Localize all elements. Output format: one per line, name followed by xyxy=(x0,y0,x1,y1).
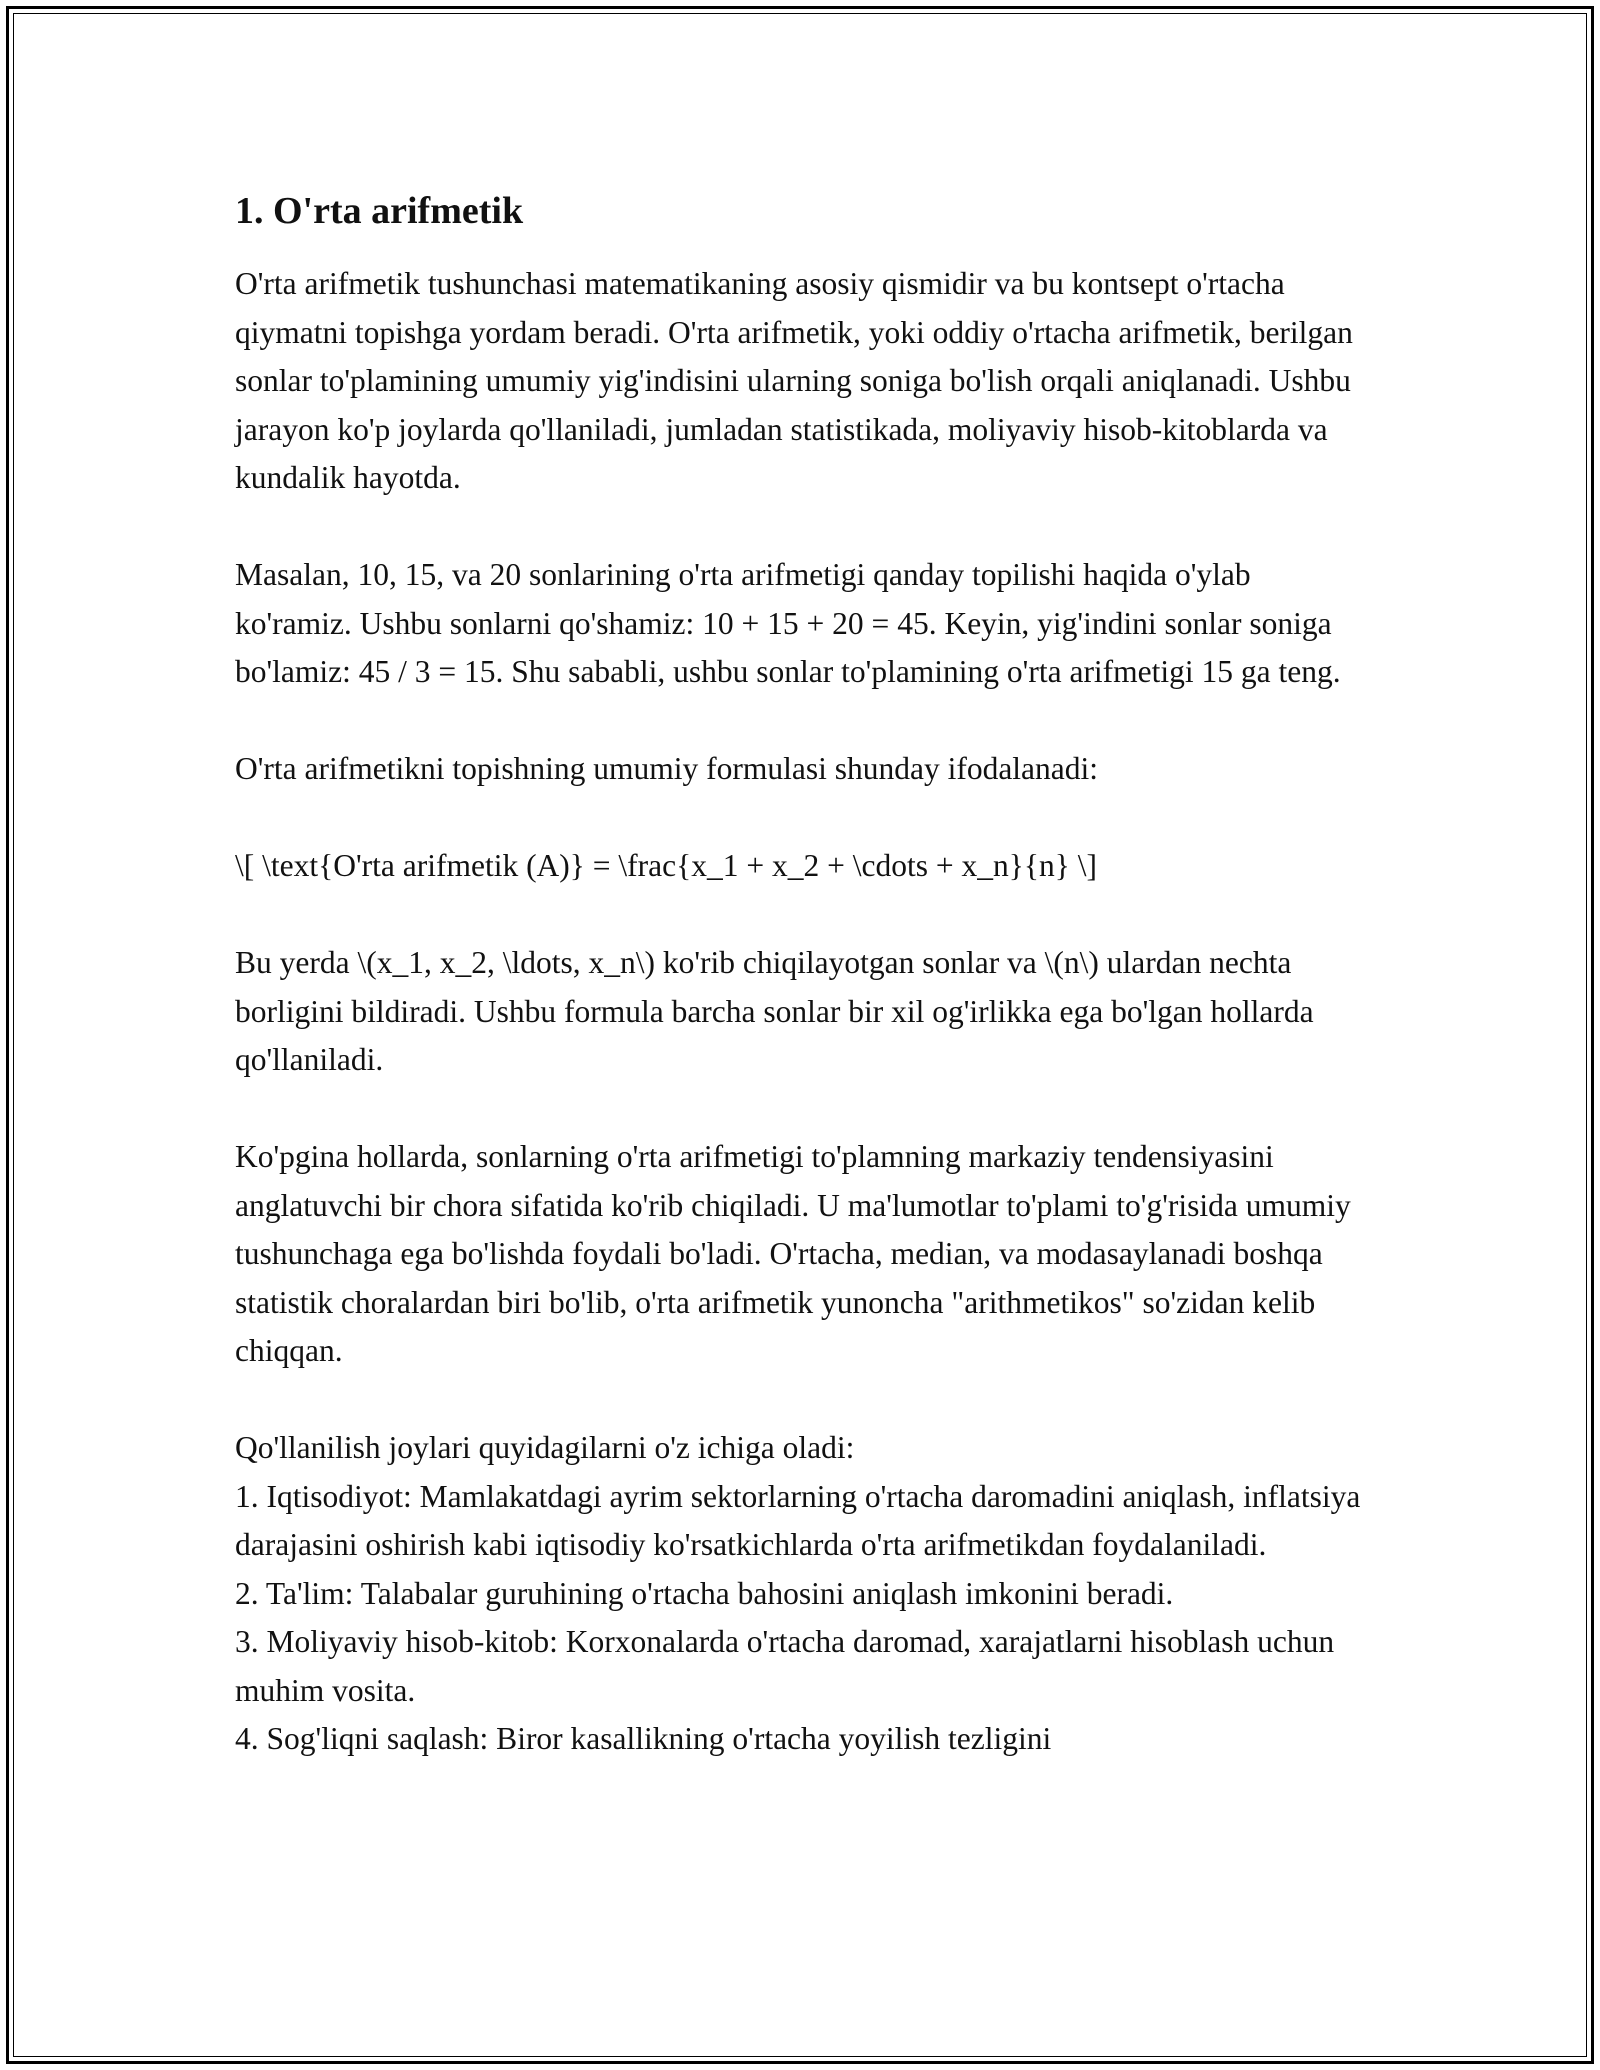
list-item: 4. Sog'liqni saqlash: Biror kasallikning o'rtacha yoyilish tezligini xyxy=(235,1721,1052,1756)
applications-list-intro: Qo'llanilish joylari quyidagilarni o'z ichiga oladi: xyxy=(235,1430,855,1465)
paragraph-example: Masalan, 10, 15, va 20 sonlarining o'rta arifmetigi qanday topilishi haqida o'ylab ko'ramiz. Ushbu sonlarni qo'shamiz: 10 + 15 + 20 = 45. Keyin, yig'indini sonlar soniga bo'lamiz: 45 / 3 = 15. Shu sababli, ushbu sonlar to'plamining o'rta arifmetigi 15 ga teng. xyxy=(235,557,1341,689)
section-heading: 1. O'rta arifmetik xyxy=(235,190,524,232)
paragraph-formula-explanation: Bu yerda \(x_1, x_2, \ldots, x_n\) ko'rib chiqilayotgan sonlar va \(n\) ulardan nechta borligini bildiradi. Ushbu formula barcha sonlar bir xil og'irlikka ega bo'lgan hollarda qo'llaniladi. xyxy=(235,945,1314,1077)
document-body xyxy=(235,186,1375,1764)
paragraph-central-tendency: Ko'pgina hollarda, sonlarning o'rta arifmetigi to'plamning markaziy tendensiyasini anglatuvchi bir chora sifatida ko'rib chiqiladi. U ma'lumotlar to'plami to'g'risida umumiy tushunchaga ega bo'lishda foydali bo'ladi. O'rtacha, median, va modasaylanadi boshqa statistik choralardan biri bo'lib, o'rta arifmetik yunoncha "arithmetikos" so'zidan kelib chiqqan. xyxy=(235,1139,1351,1368)
list-item: 2. Ta'lim: Talabalar guruhining o'rtacha bahosini aniqlash imkonini beradi. xyxy=(235,1575,1174,1611)
list-item: 3. Moliyaviy hisob-kitob: Korxonalarda o'rtacha daromad, xarajatlarni hisoblash uchun muhim vosita. xyxy=(235,1624,1335,1708)
paragraph-formula: \[ \text{O'rta arifmetik (A)} = \frac{x_1 + x_2 + \cdots + x_n}{n} \] xyxy=(235,848,1098,883)
list-item: 1. Iqtisodiyot: Mamlakatdagi ayrim sektorlarning o'rtacha daromadini aniqlash, inflatsiya darajasini oshirish kabi iqtisodiy ko'rsatkichlarda o'rta arifmetikdan foydalaniladi. xyxy=(235,1478,1361,1562)
applications-list xyxy=(235,1424,1375,1764)
paragraph-intro: O'rta arifmetik tushunchasi matematikaning asosiy qismidir va bu kontsept o'rtacha qiymatni topishga yordam beradi. O'rta arifmetik, yoki oddiy o'rtacha arifmetik, berilgan sonlar to'plamining umumiy yig'indisini ularning soniga bo'lish orqali aniqlanadi. Ushbu jarayon ko'p joylarda qo'llaniladi, jumladan statistikada, moliyaviy hisob-kitoblarda va kundalik hayotda. xyxy=(235,266,1353,495)
paragraph-formula-intro: O'rta arifmetikni topishning umumiy formulasi shunday ifodalanadi: xyxy=(235,751,1099,786)
